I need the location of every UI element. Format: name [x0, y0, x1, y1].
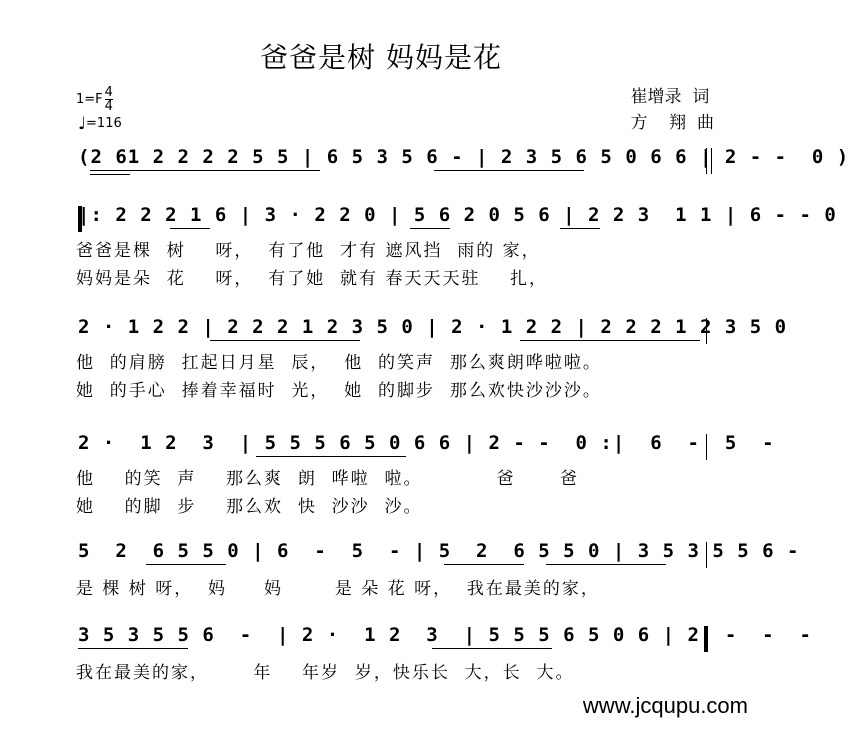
underline [90, 170, 320, 171]
lyric-verse-2: 她 的手心 捧着幸福时 光， 她 的脚步 那么欢快沙沙沙。 [76, 381, 602, 401]
lyric-verse-2: 妈妈是朵 花 呀， 有了她 就有 春天天天驻 扎， [76, 269, 549, 289]
notation-line: 2 · 1 2 3 | 5 5 5 6 5 0 6 6 | 2 - - 0 :| 6 - 5 - [78, 432, 775, 454]
notation-line: (2 61 2 2 2 2 5 5 | 6 5 3 5 6 - | 2 3 5 6 5 0 6 6 | 2 - - 0 ) [78, 146, 849, 168]
notation-row [70, 624, 812, 654]
lyric-verse-1: 是 棵 树 呀， 妈 妈 是 朵 花 呀， 我在最美的家， [76, 579, 600, 599]
underline [410, 228, 450, 229]
lyric-verse-2: 她 的脚 步 那么欢 快 沙沙 沙。 [76, 497, 423, 517]
barline [706, 434, 707, 460]
watermark: www.jcqupu.com [582, 693, 748, 718]
quarter-note-icon: ♩ [78, 114, 87, 134]
lyric-verse-1: 他 的笑 声 那么爽 朗 哗啦 啦。 爸 爸 [76, 469, 579, 489]
repeat-start-barline [78, 206, 82, 232]
notation-row [70, 540, 800, 570]
lyric-verse-1: 我在最美的家， 年 年岁 岁，快乐长 大，长 大。 [76, 663, 575, 683]
notation-row [70, 316, 788, 346]
barline [706, 542, 707, 568]
barline [706, 148, 712, 174]
notation-row [70, 146, 849, 176]
underline [520, 340, 700, 341]
underline [444, 564, 524, 565]
underline [170, 228, 210, 229]
song-title: 爸爸是树 妈妈是花 [260, 41, 502, 74]
underline [210, 340, 360, 341]
underline [546, 564, 666, 565]
tempo-marking [78, 114, 122, 134]
underline [432, 648, 552, 649]
key-label: 1=F [76, 92, 103, 107]
underline [434, 170, 584, 171]
tempo-value: =116 [86, 116, 122, 131]
time-signature [105, 86, 113, 113]
notation-line: |: 2 2 2 1 6 | 3 · 2 2 0 | 5 6 2 0 5 6 | 2 2 3 1 1 | 6 - - 0 [78, 204, 837, 226]
composer: 方 翔 曲 [630, 113, 714, 133]
time-top: 4 [104, 85, 113, 100]
lyric-verse-1: 爸爸是棵 树 呀， 有了他 才有 遮风挡 雨的 家， [76, 241, 541, 261]
underline [560, 228, 600, 229]
notation-row [70, 432, 775, 462]
notation-line: 5 2 6 5 5 0 | 6 - 5 - | 5 2 6 5 5 0 | 3 5 3 5 5 6 - [78, 540, 800, 562]
underline [256, 456, 406, 457]
final-barline [704, 626, 708, 652]
lyric-verse-1: 他 的肩膀 扛起日月星 辰， 他 的笑声 那么爽朗哗啦啦。 [76, 353, 602, 373]
barline [706, 318, 707, 344]
notation-line: 2 · 1 2 2 | 2 2 2 1 2 3 5 0 | 2 · 1 2 2 | 2 2 2 1 2 3 5 0 [78, 316, 788, 338]
underline [78, 648, 188, 649]
underline [90, 174, 130, 175]
lyricist: 崔增录 词 [630, 87, 710, 107]
notation-line: 3 5 3 5 5 6 - | 2 · 1 2 3 | 5 5 5 6 5 0 6 | 2 - - - [78, 624, 812, 646]
key-signature [76, 86, 113, 113]
credits [631, 84, 714, 136]
time-bottom: 4 [104, 99, 113, 114]
underline [146, 564, 226, 565]
notation-row [70, 204, 837, 234]
